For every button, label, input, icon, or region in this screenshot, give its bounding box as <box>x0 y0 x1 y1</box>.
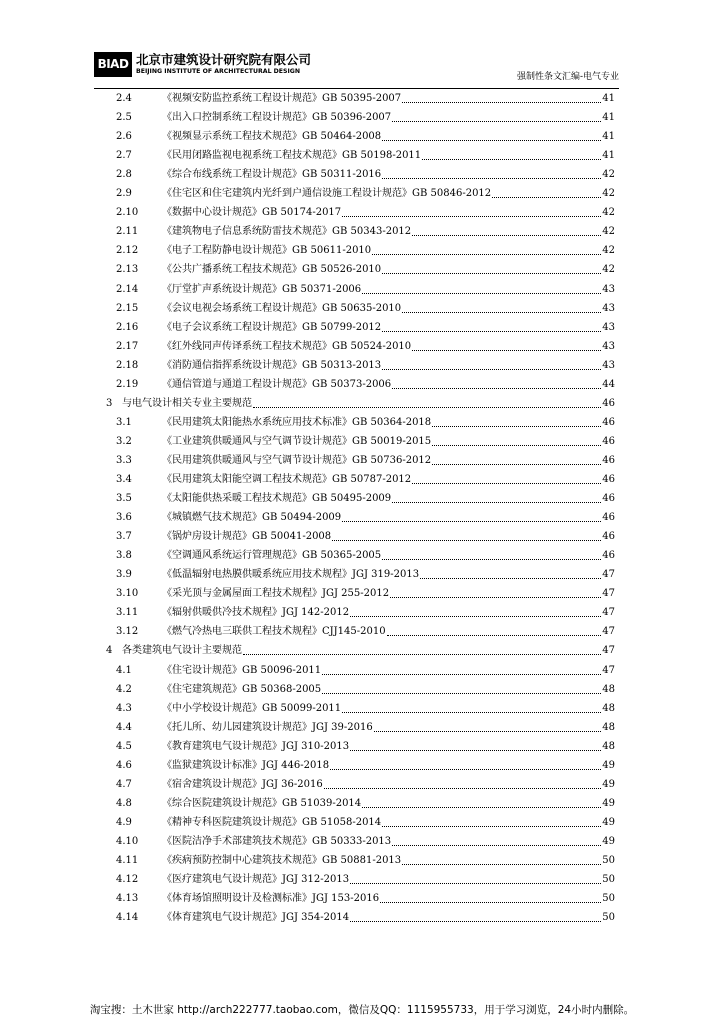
toc-entry[interactable] <box>0 584 724 603</box>
toc-entry-title: 《民用建筑太阳能热水系统应用技术标准》GB 50364-2018 <box>162 416 432 428</box>
toc-entry-title: 《太阳能供热采暖工程技术规范》GB 50495-2009 <box>162 493 392 505</box>
toc-entry-title: 《红外线同声传译系统工程技术规范》GB 50524-2010 <box>162 340 412 352</box>
toc-section-entry[interactable] <box>0 641 724 660</box>
toc-entry[interactable] <box>0 451 724 470</box>
toc-entry[interactable] <box>0 546 724 565</box>
toc-entry-number: 2.5 <box>116 112 132 124</box>
toc-entry-title: 《锅炉房设计规范》GB 50041-2008 <box>162 531 332 543</box>
toc-entry-page: 42 <box>602 207 615 219</box>
toc-dot-leader <box>382 127 601 146</box>
toc-entry-number: 3.5 <box>116 493 132 505</box>
toc-dot-leader <box>350 908 601 927</box>
toc-entry-page: 46 <box>602 550 615 562</box>
toc-entry-page: 46 <box>602 493 615 505</box>
toc-entry-number: 4.10 <box>116 835 139 847</box>
toc-entry-number: 2.8 <box>116 169 132 181</box>
toc-entry-title: 《建筑物电子信息系统防雷技术规范》GB 50343-2012 <box>162 226 412 238</box>
toc-entry[interactable] <box>0 432 724 451</box>
toc-entry-title: 与电气设计相关专业主要规范 <box>122 397 252 409</box>
toc-entry-title: 《公共广播系统工程技术规范》GB 50526-2010 <box>162 264 382 276</box>
toc-entry-number: 4.5 <box>116 740 132 752</box>
toc-entry[interactable] <box>0 756 724 775</box>
toc-entry[interactable] <box>0 299 724 318</box>
toc-entry-page: 41 <box>602 93 615 104</box>
toc-entry-page: 47 <box>602 645 615 657</box>
toc-entry-page: 46 <box>602 397 615 409</box>
biad-logo: BIAD <box>94 52 132 77</box>
toc-dot-leader <box>382 546 601 565</box>
toc-entry-page: 41 <box>602 131 615 143</box>
toc-entry-page: 47 <box>602 607 615 619</box>
toc-entry-title: 《体育场馆照明设计及检测标准》JGJ 153-2016 <box>162 893 380 905</box>
toc-dot-leader <box>402 299 601 318</box>
toc-entry[interactable] <box>0 89 724 108</box>
toc-entry-title: 《监狱建筑设计标准》JGJ 446-2018 <box>162 759 330 771</box>
toc-entry[interactable] <box>0 356 724 375</box>
toc-entry-title: 《厅堂扩声系统设计规范》GB 50371-2006 <box>162 283 362 295</box>
toc-entry[interactable] <box>0 622 724 641</box>
toc-entry-number: 4.1 <box>116 664 132 676</box>
toc-entry-title: 《住宅建筑规范》GB 50368-2005 <box>162 683 322 695</box>
toc-dot-leader <box>342 203 601 222</box>
toc-dot-leader <box>374 718 602 737</box>
toc-entry[interactable] <box>0 603 724 622</box>
toc-entry-number: 3.7 <box>116 531 132 543</box>
toc-dot-leader <box>322 680 601 699</box>
toc-entry-page: 50 <box>602 893 615 905</box>
toc-entry-page: 47 <box>602 588 615 600</box>
toc-entry-page: 43 <box>602 302 615 314</box>
toc-dot-leader <box>382 356 601 375</box>
toc-entry-page: 47 <box>602 569 615 581</box>
toc-entry-number: 4.2 <box>116 683 132 695</box>
toc-dot-leader <box>420 565 601 584</box>
toc-entry[interactable] <box>0 146 724 165</box>
toc-entry-title: 《疾病预防控制中心建筑技术规范》GB 50881-2013 <box>162 855 402 866</box>
toc-entry[interactable] <box>0 851 724 870</box>
toc-dot-leader <box>380 889 601 908</box>
toc-dot-leader <box>392 489 601 508</box>
toc-dot-leader <box>332 527 601 546</box>
toc-entry-number: 4.6 <box>116 759 132 771</box>
toc-entry-number: 4.12 <box>116 874 139 886</box>
toc-entry-number: 4.3 <box>116 702 132 714</box>
toc-dot-leader <box>362 280 601 299</box>
toc-entry-number: 4.7 <box>116 778 132 790</box>
toc-entry-number: 2.6 <box>116 131 132 143</box>
toc-entry-number: 4.8 <box>116 797 132 809</box>
toc-entry-page: 42 <box>602 245 615 257</box>
toc-dot-leader <box>330 756 601 775</box>
toc-entry[interactable] <box>0 318 724 337</box>
toc-entry-title: 《住宅区和住宅建筑内光纤到户通信设施工程设计规范》GB 50846-2012 <box>162 188 492 200</box>
toc-entry-number: 2.17 <box>116 340 139 352</box>
toc-entry-number: 2.19 <box>116 378 139 390</box>
toc-entry-number: 2.10 <box>116 207 139 219</box>
toc-entry[interactable] <box>0 260 724 279</box>
toc-dot-leader <box>412 337 601 356</box>
toc-entry-title: 《托儿所、幼儿园建筑设计规范》JGJ 39-2016 <box>162 721 373 733</box>
toc-entry-page: 46 <box>602 435 615 447</box>
toc-section-entry[interactable] <box>0 394 724 413</box>
toc-dot-leader <box>253 394 601 413</box>
toc-entry-title: 《电子工程防静电设计规范》GB 50611-2010 <box>162 245 372 257</box>
toc-dot-leader <box>350 870 601 889</box>
toc-dot-leader <box>382 260 601 279</box>
toc-dot-leader <box>382 318 601 337</box>
org-name-cn: 北京市建筑设计研究院有限公司 <box>136 52 312 67</box>
toc-entry-title: 《民用闭路监视电视系统工程技术规范》GB 50198-2011 <box>162 150 422 162</box>
toc-entry-title: 《电子会议系统工程设计规范》GB 50799-2012 <box>162 321 382 333</box>
toc-entry-number: 3.6 <box>116 512 132 524</box>
toc-entry-number: 3.12 <box>116 626 139 638</box>
toc-entry-title: 《住宅设计规范》GB 50096-2011 <box>162 664 322 676</box>
toc-entry[interactable] <box>0 718 724 737</box>
toc-entry-title: 《民用建筑供暖通风与空气调节设计规范》GB 50736-2012 <box>162 454 432 466</box>
toc-entry-number: 3.9 <box>116 569 132 581</box>
toc-entry[interactable] <box>0 889 724 908</box>
toc-entry-number: 2.4 <box>116 93 132 104</box>
toc-entry-title: 《视频安防监控系统工程设计规范》GB 50395-2007 <box>162 93 402 104</box>
toc-entry-title: 《辐射供暖供冷技术规程》JGJ 142-2012 <box>162 607 350 619</box>
toc-entry[interactable] <box>0 127 724 146</box>
toc-entry-title: 《综合医院建筑设计规范》GB 51039-2014 <box>162 797 362 809</box>
toc-dot-leader <box>390 584 601 603</box>
toc-entry-number: 2.16 <box>116 321 139 333</box>
toc-entry-title: 《燃气冷热电三联供工程技术规程》CJJ145-2010 <box>162 626 386 638</box>
toc-entry-page: 48 <box>602 702 615 714</box>
toc-entry[interactable] <box>0 870 724 889</box>
footer-note: 淘宝搜：土木世家 http://arch222777.taobao.com，微信及QQ：1115955733，用于学习浏览，24小时内删除。 <box>89 1004 635 1016</box>
toc-entry[interactable] <box>0 203 724 222</box>
toc-entry[interactable] <box>0 508 724 527</box>
org-name-en: BEIJING INSTITUTE OF ARCHITECTURAL DESIGN <box>136 68 301 75</box>
toc-dot-leader <box>432 432 601 451</box>
toc-entry[interactable] <box>0 241 724 260</box>
toc-entry-title: 《空调通风系统运行管理规范》GB 50365-2005 <box>162 550 382 562</box>
toc-entry-title: 《民用建筑太阳能空调工程技术规范》GB 50787-2012 <box>162 474 412 485</box>
toc-entry-title: 《视频显示系统工程技术规范》GB 50464-2008 <box>162 131 382 143</box>
toc-entry-title: 《出入口控制系统工程设计规范》GB 50396-2007 <box>162 112 392 124</box>
toc-entry-title: 《通信管道与通道工程设计规范》GB 50373-2006 <box>162 378 392 390</box>
toc-entry-number: 4.13 <box>116 893 139 905</box>
toc-entry-page: 49 <box>602 835 615 847</box>
toc-entry[interactable] <box>0 280 724 299</box>
toc-dot-leader <box>402 851 601 870</box>
toc-dot-leader <box>342 699 601 718</box>
toc-entry-page: 47 <box>602 626 615 638</box>
toc-entry-title: 《综合布线系统工程设计规范》GB 50311-2016 <box>162 169 382 181</box>
toc-entry-page: 42 <box>602 169 615 181</box>
toc-entry-title: 《数据中心设计规范》GB 50174-2017 <box>162 207 342 219</box>
toc-entry-page: 43 <box>602 283 615 295</box>
toc-dot-leader <box>382 165 601 184</box>
toc-dot-leader <box>350 603 601 622</box>
toc-entry-page: 46 <box>602 531 615 543</box>
toc-entry[interactable] <box>0 108 724 127</box>
toc-entry-page: 49 <box>602 759 615 771</box>
toc-dot-leader <box>350 737 601 756</box>
toc-entry-title: 《体育建筑电气设计规范》JGJ 354-2014 <box>162 912 350 924</box>
toc-dot-leader <box>322 661 601 680</box>
toc-dot-leader <box>412 470 601 489</box>
toc-dot-leader <box>387 622 602 641</box>
toc-dot-leader <box>392 375 601 394</box>
toc-entry-title: 《城镇燃气技术规范》GB 50494-2009 <box>162 512 342 524</box>
toc-entry-number: 4.11 <box>116 855 139 866</box>
toc-entry-number: 2.15 <box>116 302 139 314</box>
toc-entry-page: 50 <box>602 855 615 866</box>
toc-entry-number: 4.4 <box>116 721 132 733</box>
toc-entry[interactable] <box>0 337 724 356</box>
toc-dot-leader <box>432 451 601 470</box>
toc-entry-number: 2.11 <box>116 226 139 238</box>
toc-entry-number: 2.7 <box>116 150 132 162</box>
toc-entry-number: 4.9 <box>116 816 132 828</box>
toc-entry[interactable] <box>0 565 724 584</box>
toc-dot-leader <box>324 775 602 794</box>
toc-entry[interactable] <box>0 222 724 241</box>
toc-entry[interactable] <box>0 413 724 432</box>
toc-entry-number: 4 <box>106 645 113 657</box>
toc-entry-title: 《工业建筑供暖通风与空气调节设计规范》GB 50019-2015 <box>162 435 432 447</box>
toc-entry-page: 46 <box>602 416 615 428</box>
toc-entry-page: 42 <box>602 188 615 200</box>
toc-entry-title: 《医疗建筑电气设计规范》JGJ 312-2013 <box>162 874 350 886</box>
toc-entry[interactable] <box>0 527 724 546</box>
toc-entry-number: 2.18 <box>116 359 139 371</box>
toc-entry[interactable] <box>0 699 724 718</box>
toc-entry-page: 48 <box>602 740 615 752</box>
toc-entry[interactable] <box>0 908 724 927</box>
toc-dot-leader <box>422 146 601 165</box>
document-title: 强制性条文汇编-电气专业 <box>516 72 619 82</box>
toc-entry-page: 50 <box>602 874 615 886</box>
toc-entry[interactable] <box>0 775 724 794</box>
toc-entry-title: 《采光顶与金属屋面工程技术规程》JGJ 255-2012 <box>162 588 390 600</box>
toc-entry-page: 49 <box>602 816 615 828</box>
toc-entry-page: 50 <box>602 912 615 924</box>
toc-entry[interactable] <box>0 661 724 680</box>
toc-entry-page: 49 <box>602 778 615 790</box>
toc-dot-leader <box>342 508 601 527</box>
toc-entry-page: 46 <box>602 474 615 485</box>
toc-dot-leader <box>402 89 601 108</box>
toc-entry[interactable] <box>0 813 724 832</box>
toc-entry-title: 《宿舍建筑设计规范》JGJ 36-2016 <box>162 778 323 790</box>
toc-dot-leader <box>392 832 601 851</box>
toc-dot-leader <box>362 794 601 813</box>
toc-entry-title: 《精神专科医院建筑设计规范》GB 51058-2014 <box>162 816 382 828</box>
toc-dot-leader <box>382 813 601 832</box>
toc-entry-number: 3.8 <box>116 550 132 562</box>
toc-entry-page: 43 <box>602 340 615 352</box>
toc-entry[interactable] <box>0 375 724 394</box>
toc-entry-page: 43 <box>602 359 615 371</box>
toc-entry-number: 2.13 <box>116 264 139 276</box>
toc-entry-page: 42 <box>602 226 615 238</box>
toc-entry[interactable] <box>0 832 724 851</box>
toc-entry-page: 49 <box>602 797 615 809</box>
toc-entry[interactable] <box>0 184 724 203</box>
toc-entry[interactable] <box>0 680 724 699</box>
toc-entry-title: 《消防通信指挥系统设计规范》GB 50313-2013 <box>162 359 382 371</box>
toc-dot-leader <box>392 108 601 127</box>
toc-entry-title: 《中小学校设计规范》GB 50099-2011 <box>162 702 342 714</box>
toc-entry-page: 43 <box>602 321 615 333</box>
toc-dot-leader <box>492 184 601 203</box>
toc-entry-number: 4.14 <box>116 912 139 924</box>
toc-entry[interactable] <box>0 489 724 508</box>
toc-entry-page: 47 <box>602 664 615 676</box>
toc-entry-number: 3.3 <box>116 454 132 466</box>
toc-entry-page: 41 <box>602 150 615 162</box>
toc-dot-leader <box>243 641 601 660</box>
toc-dot-leader <box>432 413 601 432</box>
toc-dot-leader <box>412 222 601 241</box>
toc-entry-page: 46 <box>602 512 615 524</box>
toc-entry-number: 3.4 <box>116 474 132 485</box>
toc-entry-number: 3.11 <box>116 607 139 619</box>
toc-entry-page: 46 <box>602 454 615 466</box>
toc-entry-number: 2.12 <box>116 245 139 257</box>
toc-entry-page: 42 <box>602 264 615 276</box>
toc-entry-number: 2.9 <box>116 188 132 200</box>
toc-entry-title: 《医院洁净手术部建筑技术规范》GB 50333-2013 <box>162 835 392 847</box>
toc-entry-number: 3.10 <box>116 588 139 600</box>
toc-entry-title: 《会议电视会场系统工程设计规范》GB 50635-2010 <box>162 302 402 314</box>
toc-entry-number: 3.1 <box>116 416 132 428</box>
toc-entry-page: 48 <box>602 721 615 733</box>
toc-entry[interactable] <box>0 165 724 184</box>
toc-entry-number: 2.14 <box>116 283 139 295</box>
toc-entry-title: 各类建筑电气设计主要规范 <box>122 645 242 657</box>
toc-entry[interactable] <box>0 794 724 813</box>
toc-entry-title: 《低温辐射电热膜供暖系统应用技术规程》JGJ 319-2013 <box>162 569 420 581</box>
toc-entry-page: 44 <box>602 378 615 390</box>
page-header <box>94 52 619 88</box>
toc-entry-title: 《教育建筑电气设计规范》JGJ 310-2013 <box>162 740 350 752</box>
toc-entry[interactable] <box>0 470 724 489</box>
toc-entry-page: 48 <box>602 683 615 695</box>
toc-entry-number: 3 <box>106 397 113 409</box>
toc-entry[interactable] <box>0 737 724 756</box>
toc-entry-number: 3.2 <box>116 435 132 447</box>
toc-dot-leader <box>372 241 601 260</box>
toc-entry-page: 41 <box>602 112 615 124</box>
